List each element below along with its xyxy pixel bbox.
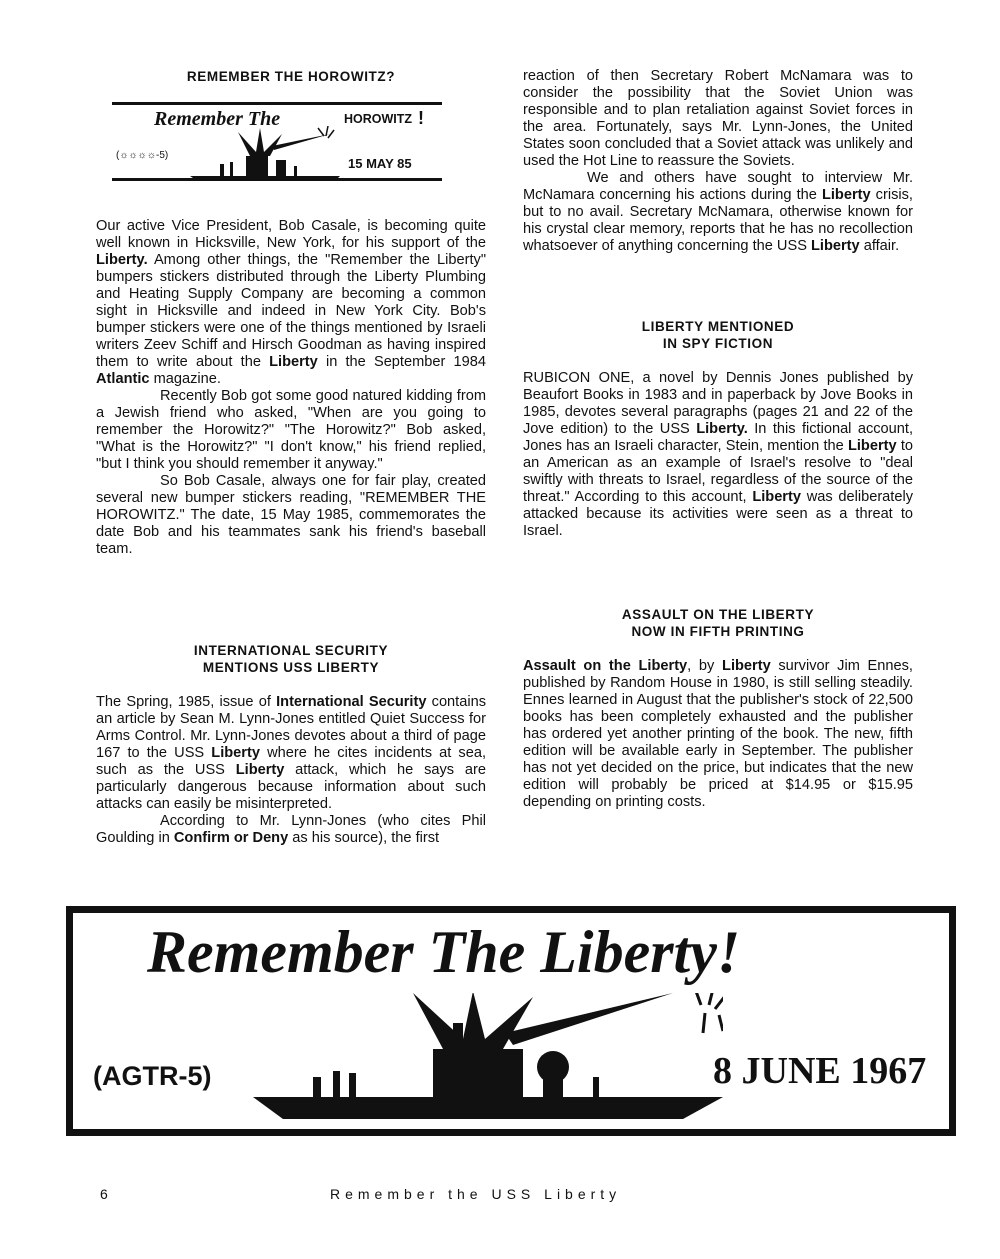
mcnamara-paragraph-1: reaction of then Secretary Robert McNamara was to consider the possibility that the Soviet Union was responsible and to plan retaliation against Soviet forces in the area. Fortunately, says Mr. Lynn-Jones, the United States soon concluded that a Soviet attack was unlikely and used the Hot Line to reassure the Soviets. [523,68,913,169]
mcnamara-paragraph-2: We and others have sought to interview Mr. McNamara concerning his actions during the Liberty crisis, but to no avail. Secretary McNamara, otherwise known for his crystal clear memory, reports that he has no recollection whatsoever of anything concerning the USS Liberty affair. [523,170,913,254]
horowitz-banner-name: HOROWITZ [344,112,413,126]
ship-silhouette-icon [253,993,723,1131]
horowitz-banner [112,102,442,182]
liberty-banner-date: 8 JUNE 1967 [713,1050,927,1092]
running-footer: Remember the USS Liberty [330,1186,622,1202]
liberty-banner-hull: (AGTR-5) [93,1061,212,1091]
horowitz-paragraph-2: Recently Bob got some good natured kidding from a Jewish friend who asked, "When are you going to remember the Horowitz?" "The Horowitz?" Bob asked, "What is the Horowitz?" "I don't know," his friend replied, "but I think you should remember it anyway." [96,388,486,472]
ship-silhouette-icon [190,126,340,180]
section-heading-spy-fiction-2: IN SPY FICTION [662,336,774,351]
section-heading-intl-security-2: MENTIONS USS LIBERTY [202,660,380,675]
intl-paragraph-1: The Spring, 1985, issue of International Security contains an article by Sean M. Lynn-Jones entitled Quiet Success for Arms Control. Mr. Lynn-Jones devotes about a third of page 167 to the USS Liberty where he cites incidents at sea, such as the USS Liberty attack, which he says are particularly dangerous because information about such attacks can easily be misinterpreted. [96,694,486,812]
assault-paragraph-1: Assault on the Liberty, by Liberty survivor Jim Ennes, published by Random House in 1980, is still selling steadily. Ennes learned in August that the publisher's stock of 22,500 books has been completely exhausted and the publisher has ordered yet another printing of the book. The new, fifth edition will be available early in September. The publisher has not yet decided on the price, but indicates that the new edition will probably be priced at $14.95 or $15.95 depending on printing costs. [523,658,913,810]
spy-paragraph-1: RUBICON ONE, a novel by Dennis Jones published by Beaufort Books in 1983 and in paperback by Jove Books in 1985, devotes several paragraphs (pages 21 and 22 of the Jove edition) to the USS Liberty. In this fictional account, Jones has an Israeli character, Stein, mention the Liberty to an American as an example of Israel's resolve to "deal swiftly with threats to Israel, regardless of the source of the threat." According to this account, Liberty was deliberately attacked because its activities were seen as a threat to Israel. [523,370,914,539]
horowitz-paragraph-3: So Bob Casale, always one for fair play, created several new bumper stickers reading, "REMEMBER THE HOROWITZ." The date, 15 May 1985, commemorates the date Bob and his teammates sank his friend's baseball team. [96,473,486,557]
horowitz-banner-title: Remember The [154,108,281,130]
horowitz-banner-hull: (☼☼☼☼-5) [116,150,169,161]
section-heading-spy-fiction: LIBERTY MENTIONED [641,319,795,334]
page-number: 6 [100,1186,108,1202]
liberty-banner [66,906,956,1136]
section-heading-horowitz: REMEMBER THE HOROWITZ? [186,69,396,84]
section-heading-assault: ASSAULT ON THE LIBERTY [621,607,815,622]
liberty-banner-title: Remember The Liberty! [147,919,741,985]
intl-paragraph-2: According to Mr. Lynn-Jones (who cites Phil Goulding in Confirm or Deny as his source), the first [96,813,486,846]
horowitz-banner-date: 15 MAY 85 [348,156,412,171]
horowitz-banner-exclaim: ! [418,108,424,128]
horowitz-paragraph-1: Our active Vice President, Bob Casale, is becoming quite well known in Hicksville, New York, for his support of the Liberty. Among other things, the "Remember the Liberty" bumpers stickers distributed through the Liberty Plumbing and Heating Supply Company are becoming a common sight in Hicksville and indeed in New York City. Bob's bumper stickers were one of the things mentioned by Israeli writers Zeev Schiff and Hirsch Goodman as having inspired them to write about the Liberty in the September 1984 Atlantic magazine. [96,218,486,387]
section-heading-intl-security: INTERNATIONAL SECURITY [193,643,389,658]
section-heading-assault-2: NOW IN FIFTH PRINTING [631,624,805,639]
